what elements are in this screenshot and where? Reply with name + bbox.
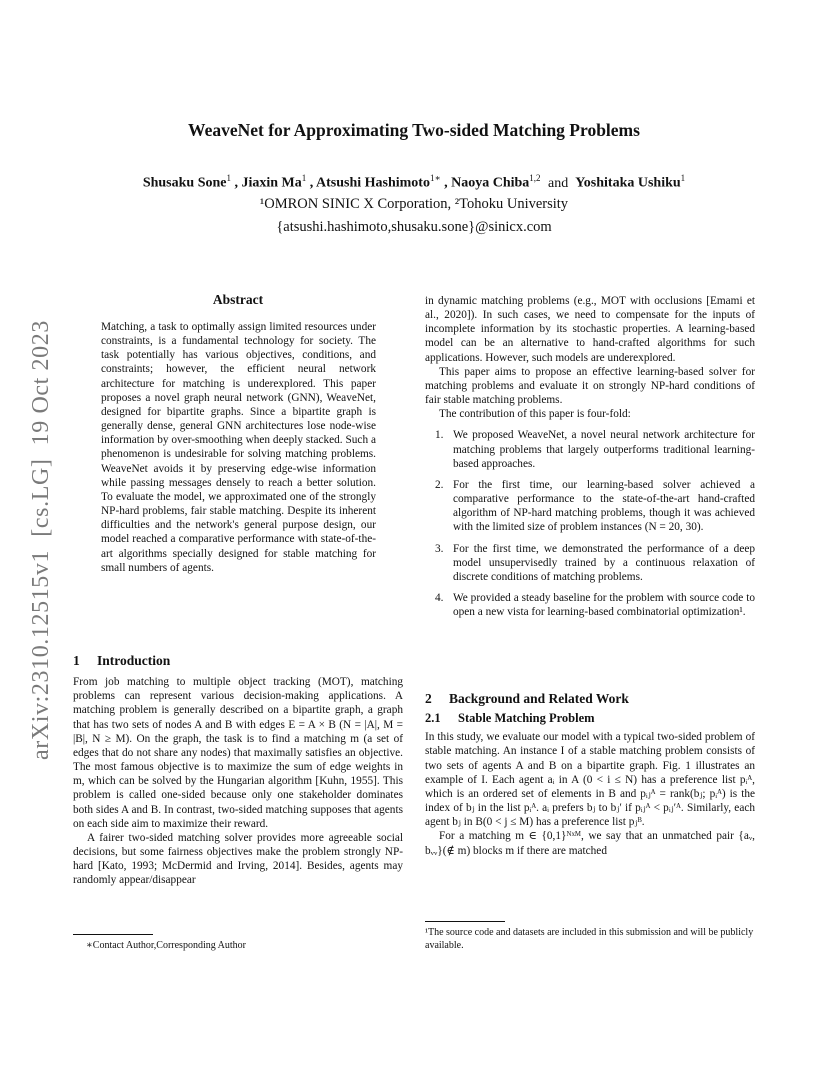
subsection-number: 2.1 bbox=[425, 711, 441, 726]
list-item: 4. We provided a steady baseline for the problem with source code to open a new vista for learning-based combinatorial optimization¹. bbox=[435, 591, 755, 619]
footnote-source-code: ¹The source code and datasets are included in this submission and will be publicly available. bbox=[425, 927, 754, 951]
list-item: 1. We proposed WeaveNet, a novel neural network architecture for matching problems that largely outperforms traditional learning-based approaches. bbox=[435, 429, 755, 470]
subsection-heading bbox=[425, 711, 755, 725]
right-column bbox=[425, 294, 755, 626]
affiliations: ¹OMRON SINIC X Corporation, ²Tohoku University bbox=[259, 196, 569, 212]
background-section bbox=[425, 692, 755, 858]
contribution-list bbox=[425, 428, 755, 619]
arxiv-watermark bbox=[18, 293, 58, 763]
author-affil-mark: 1 bbox=[301, 173, 307, 183]
paragraph: For a matching m ∈ {0,1}ᴺˣᴹ, we say that an unmatched pair {aᵥ, bᵥᵥ}(∉ m) blocks m if there are matched bbox=[425, 830, 755, 857]
author-affil-mark: 1 bbox=[226, 173, 231, 183]
paragraph: A fairer two-sided matching solver provides more agreeable social decisions, but some fairness objectives make the problem strongly NP-hard [Kato, 1993; McDermid and Irving, 2014]. Besides, agents may randomly appear/disappear bbox=[73, 831, 403, 887]
footnote-rule bbox=[425, 921, 505, 922]
abstract-heading: Abstract bbox=[212, 292, 264, 307]
author-email: {atsushi.hashimoto,shusaku.sone}@sinicx.com bbox=[276, 219, 552, 235]
paragraph: This paper aims to propose an effective learning-based solver for matching problems and evaluate it on strongly NP-hard conditions of fair stable matching problems. bbox=[425, 365, 755, 407]
footnote-contact: ∗Contact Author,Corresponding Author bbox=[86, 940, 246, 951]
footnote-rule bbox=[73, 934, 153, 935]
author-name: Shusaku Sone bbox=[142, 175, 227, 191]
author-name: Jiaxin Ma bbox=[241, 175, 302, 191]
author-affil-mark: 1 bbox=[680, 173, 686, 183]
author-affil-mark: 1,2 bbox=[529, 173, 541, 183]
authors-conjunction: and bbox=[548, 175, 569, 191]
abstract-text: Matching, a task to optimally assign limited resources under constraints, is a fundamental technology for society. The task potentially has various objectives, conditions, and constraints; however, the efficient neural network architecture for matching is underexplored. This paper proposes a novel graph neural network (GNN), WeaveNet, designed for bipartite graphs. Since a bipartite graph is generally dense, general GNN architectures lose node-wise information by over-smoothing when deeply stacked. Such a phenomenon is undesirable for solving matching problems. WeaveNet avoids it by preserving edge-wise information while passing messages densely to reach a better solution. To evaluate the model, we approximated one of the strongly NP-hard problems, fair stable matching. Despite its inherent difficulties and the network's general purpose design, our model reached a comparative performance with state-of-the-art algorithms specially designed for stable matching for small numbers of agents. bbox=[101, 321, 376, 574]
list-item: 3. For the first time, we demonstrated the performance of a deep model unsupervisedly trained by a continuous relaxation of discrete conditions of matching problems. bbox=[435, 542, 755, 583]
author-affil-mark: 1∗ bbox=[429, 173, 441, 183]
paragraph: In this study, we evaluate our model with a typical two-sided problem of stable matching. An instance I of a stable matching problem consists of two sets of agents A and B on a bipartite graph. Fig. 1 illustrates an example of I. Each agent aᵢ in A (0 < i ≤ N) has a preference list pᵢᴬ, which is an ordered set of elements in B and pᵢⱼᴬ = rank(bⱼ; pᵢᴬ) is the index of bⱼ in the list pᵢᴬ. aᵢ prefers bⱼ to bⱼ′ if pᵢⱼᴬ < pᵢⱼ′ᴬ. Similarly, each agent bⱼ in B(0 < j ≤ M) has a preference list pⱼᴮ. bbox=[425, 731, 755, 829]
section-number: 2 bbox=[425, 691, 432, 706]
author-list: Shusaku Sone$^1$ , Jiaxin Ma$^1$ , Atsushi Hashimoto$^{1∗}$ , Naoya Chiba$^{1,2}$ and Yoshitaka Ushiku$^1$ bbox=[142, 173, 686, 191]
intro-section bbox=[73, 654, 403, 888]
section-heading bbox=[425, 692, 755, 706]
section-heading bbox=[73, 654, 403, 668]
paragraph: The contribution of this paper is four-fold: bbox=[439, 408, 631, 421]
arxiv-watermark-text: arXiv:2310.12515v1 [cs.LG] 19 Oct 2023 bbox=[28, 320, 54, 760]
paragraph: From job matching to multiple object tracking (MOT), matching problems can represent various decision-making applications. A matching problem is generally described on a bipartite graph, a graph that has two sets of nodes A and B with edges E = A × B (N = |A|, M = |B|, N ≥ M). On the graph, the task is to find a matching m (a set of edges that do not share any nodes) that maximally satisfies an objective. The most famous objective is to maximize the sum of edge weights in m, which can be solved by the Hungarian algorithm [Kuhn, 1955]. This problem is called one-sided because only one stakeholder dominates both sides A and B. In contrast, two-sided matching supposes that agents on each side aim to maximize their reward. bbox=[73, 676, 403, 830]
paragraph: in dynamic matching problems (e.g., MOT with occlusions [Emami et al., 2020]). In such cases, we need to compensate for the inputs of incomplete information by its stochastic properties. A learning-based model can be an alternative to hand-crafted algorithms for such applications. However, such models are underexplored. bbox=[425, 295, 755, 364]
subsection-title: Stable Matching Problem bbox=[458, 711, 595, 726]
section-title: Introduction bbox=[97, 653, 171, 668]
paper-title: WeaveNet for Approximating Two-sided Matching Problems bbox=[188, 120, 640, 140]
section-title: Background and Related Work bbox=[449, 691, 629, 706]
author-name: Naoya Chiba bbox=[451, 175, 530, 191]
author-name: Atsushi Hashimoto bbox=[316, 175, 430, 191]
list-item: 2. For the first time, our learning-based solver achieved a comparative performance to the state-of-the-art hand-crafted algorithm of NP-hard matching problems, though it was achieved with the limited size of problem instances (N = 20, 30). bbox=[435, 478, 755, 534]
section-number: 1 bbox=[73, 653, 80, 668]
author-name: Yoshitaka Ushiku bbox=[575, 175, 681, 191]
